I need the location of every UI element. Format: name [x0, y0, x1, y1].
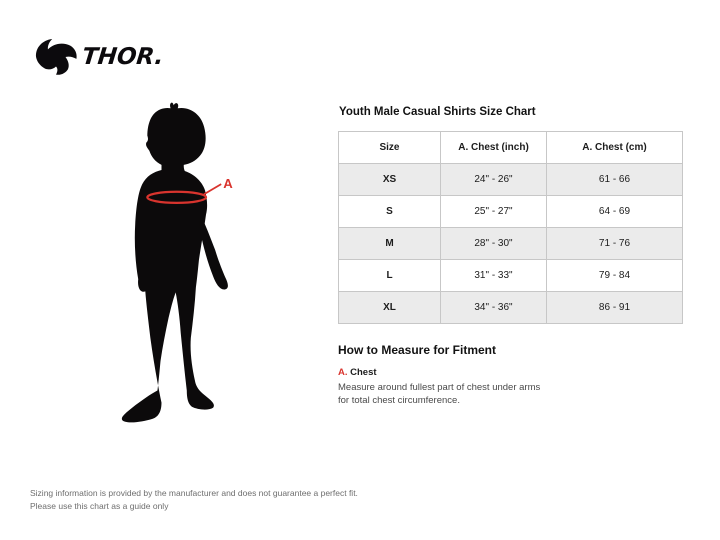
size-cell: S: [339, 196, 441, 228]
measure-item-letter: A.: [338, 367, 348, 378]
chest-marker-leader-line: [204, 184, 221, 194]
brand-logo-text: THOR.: [80, 43, 165, 70]
disclaimer: [30, 487, 358, 513]
column-header-chest-inch: A. Chest (inch): [441, 132, 547, 164]
size-chart-title: Youth Male Casual Shirts Size Chart: [339, 106, 536, 118]
chest-cm-cell: 61 - 66: [547, 164, 683, 196]
chest-cm-cell: 71 - 76: [547, 228, 683, 260]
measure-item-description: Measure around fullest part of chest under arms for total chest circumference.: [338, 382, 541, 407]
measure-item-label: [338, 367, 684, 378]
size-cell: XL: [339, 292, 441, 324]
size-cell: L: [339, 260, 441, 292]
chest-inch-cell: 24" - 26": [441, 164, 547, 196]
chest-inch-cell: 25" - 27": [441, 196, 547, 228]
measure-item-name: Chest: [350, 367, 377, 378]
table-row-s: [339, 196, 683, 228]
chest-cm-cell: 79 - 84: [547, 260, 683, 292]
table-row-xs: [339, 164, 683, 196]
disclaimer-line-2: Please use this chart as a guide only: [30, 500, 169, 511]
chest-inch-cell: 31" - 33": [441, 260, 547, 292]
table-row-l: [339, 260, 683, 292]
chest-inch-cell: 28" - 30": [441, 228, 547, 260]
chest-cm-cell: 64 - 69: [547, 196, 683, 228]
table-row-xl: [339, 292, 683, 324]
measure-guide-section: [338, 343, 684, 408]
size-chart-section: [338, 106, 684, 408]
measurement-figure: [103, 86, 307, 430]
child-silhouette: [122, 103, 214, 423]
chest-marker-label: A: [223, 176, 233, 192]
table-row-m: [339, 228, 683, 260]
size-cell: XS: [339, 164, 441, 196]
column-header-chest-cm: A. Chest (cm): [547, 132, 683, 164]
brand-logo: [33, 38, 163, 76]
size-chart-table: [338, 131, 683, 324]
chest-cm-cell: 86 - 91: [547, 292, 683, 324]
chest-inch-cell: 34" - 36": [441, 292, 547, 324]
table-header-row: [339, 132, 683, 164]
child-silhouette-arm: [200, 216, 228, 290]
thor-beast-icon: [33, 38, 79, 76]
column-header-size: Size: [339, 132, 441, 164]
measure-guide-title: How to Measure for Fitment: [338, 343, 497, 357]
size-cell: M: [339, 228, 441, 260]
disclaimer-line-1: Sizing information is provided by the manufacturer and does not guarantee a perfect fit.: [30, 488, 358, 498]
